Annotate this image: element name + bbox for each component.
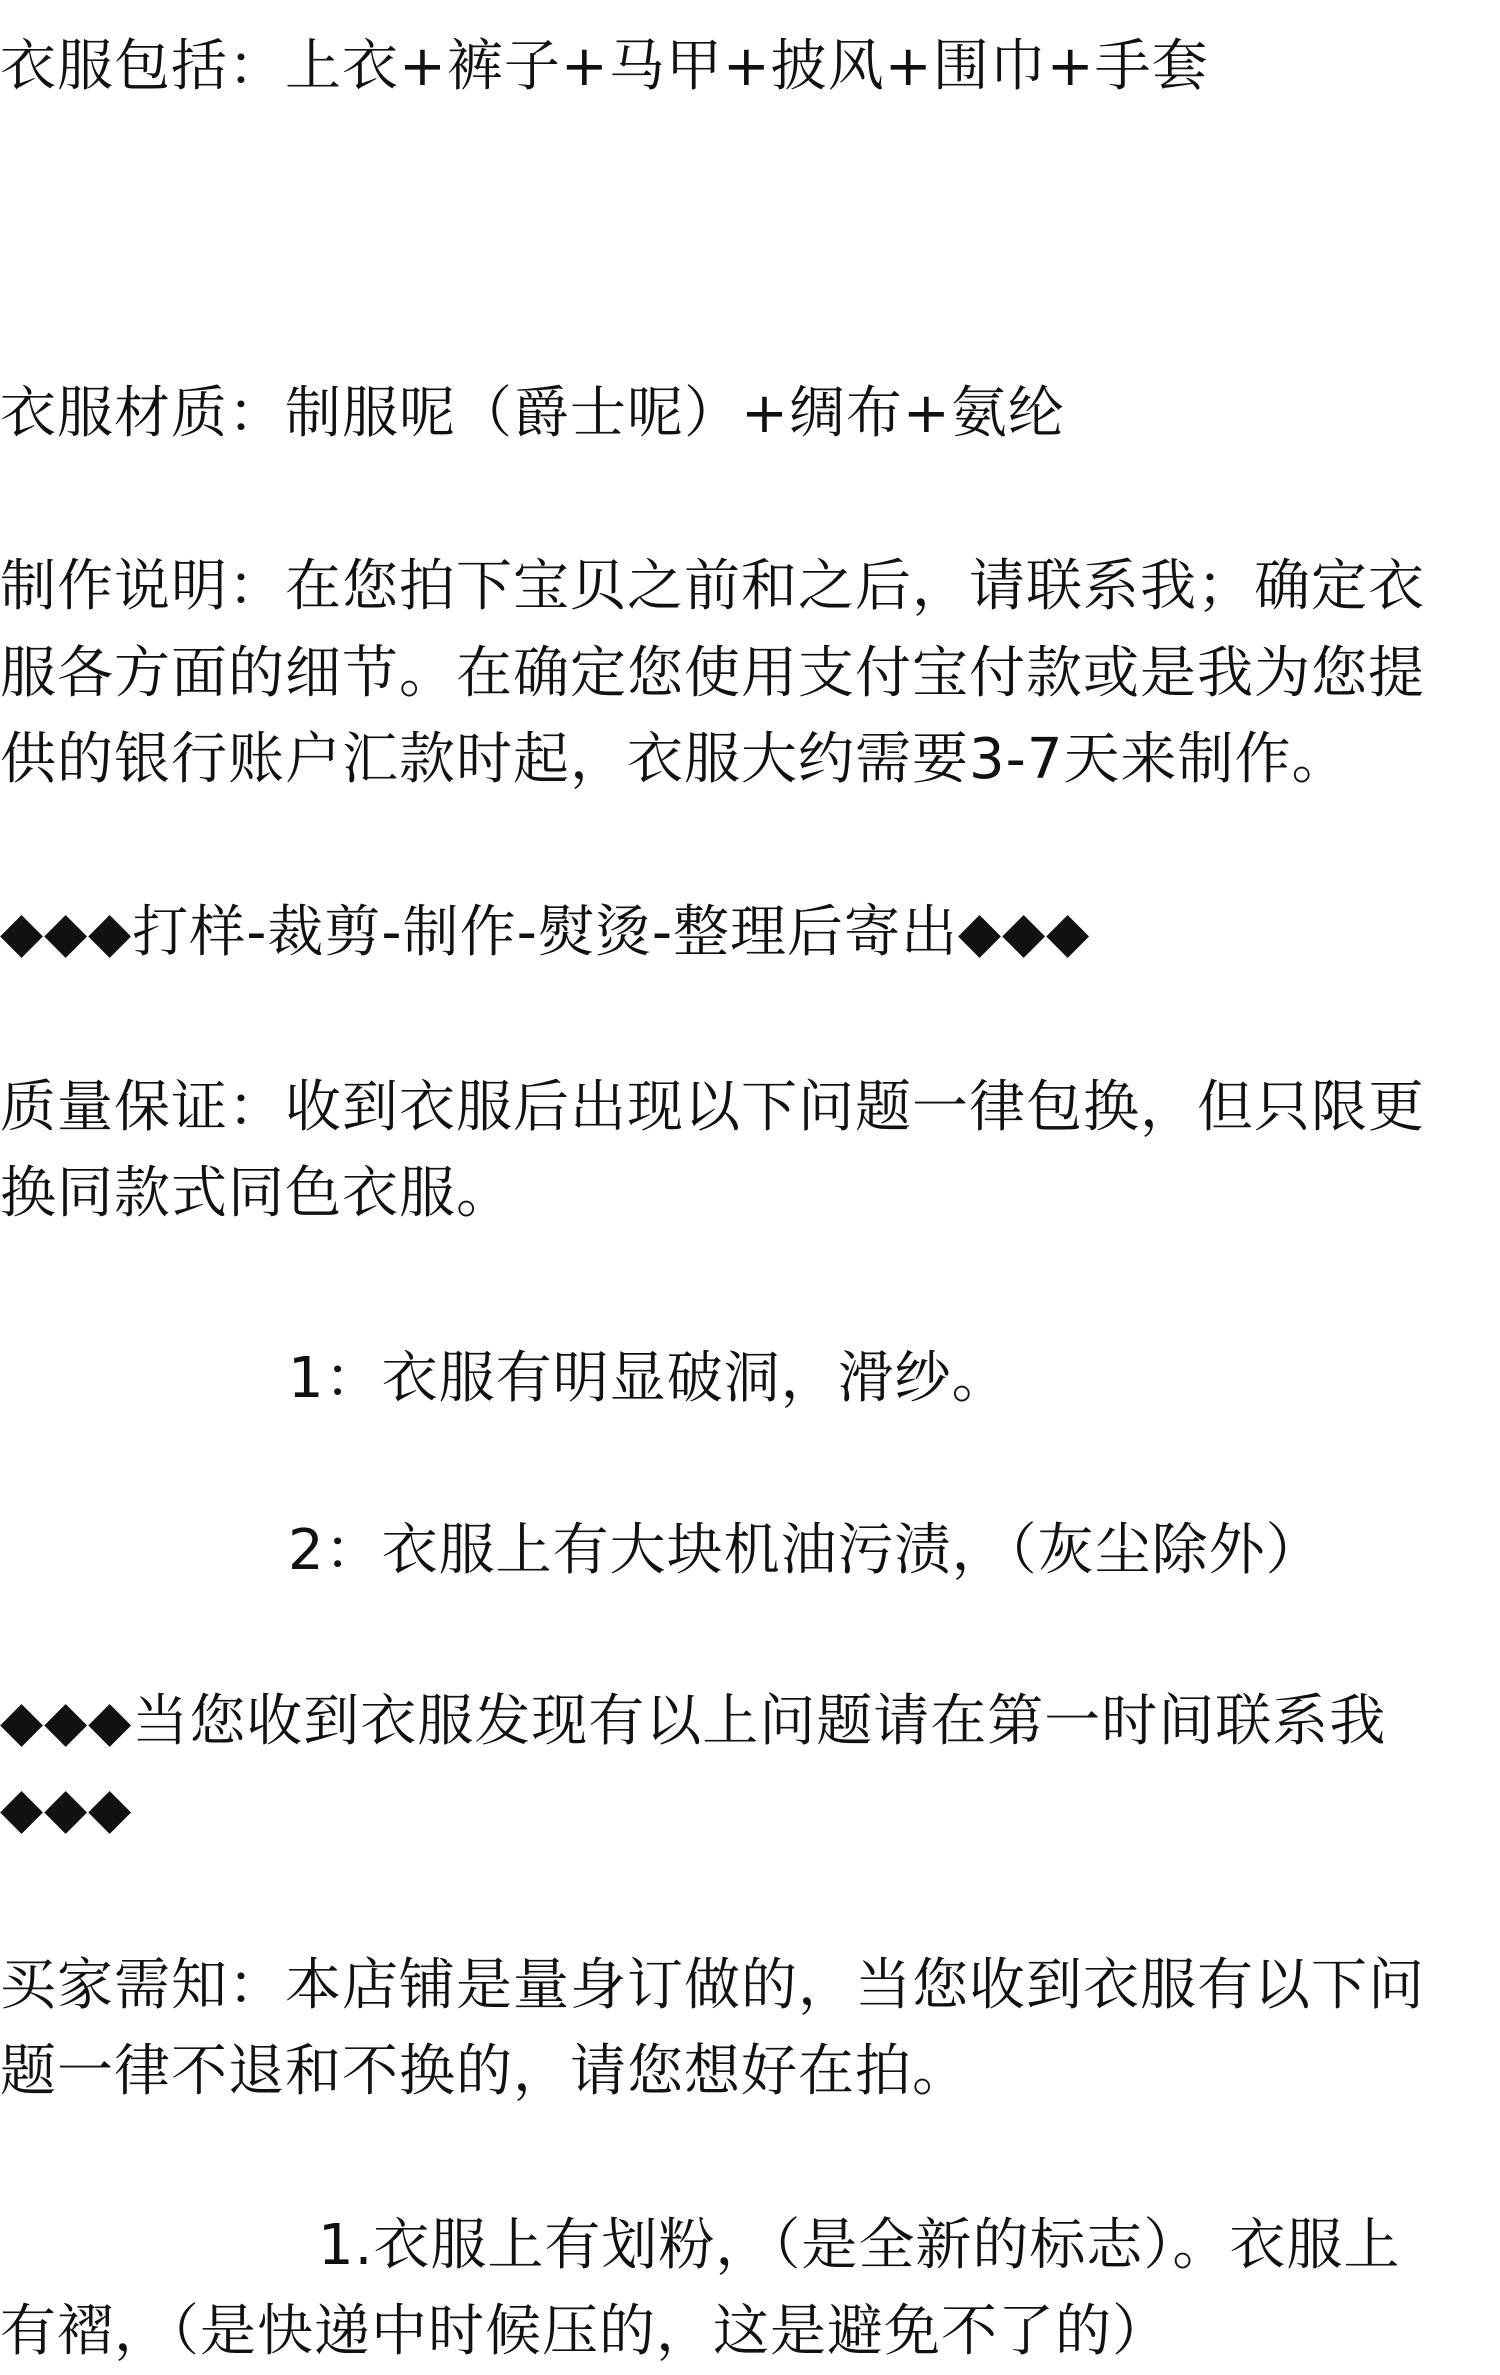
contact-notice-line-1: ◆◆◆当您收到衣服发现有以上问题请在第一时间联系我 xyxy=(0,1689,1387,1754)
buyer-item-1-line-1: 1.衣服上有划粉，（是全新的标志）。衣服上 xyxy=(318,2213,1401,2278)
quality-guarantee-line-2: 换同款式同色衣服。 xyxy=(0,1161,513,1226)
buyer-notice-line-2: 题一律不退和不换的，请您想好在拍。 xyxy=(0,2039,969,2104)
production-note-line-2: 服各方面的细节。在确定您使用支付宝付款或是我为您提 xyxy=(0,641,1425,706)
buyer-item-1-line-2: 有褶，（是快递中时候压的，这是避免不了的） xyxy=(0,2299,1169,2364)
quality-item-1: 1：衣服有明显破洞，滑纱。 xyxy=(288,1346,1009,1411)
clothes-include-text: 衣服包括：上衣+裤子+马甲+披风+围巾+手套 xyxy=(0,34,1209,99)
production-note-line-1: 制作说明：在您拍下宝贝之前和之后，请联系我；确定衣 xyxy=(0,554,1425,619)
process-steps-text: ◆◆◆打样-裁剪-制作-熨烫-整理后寄出◆◆◆ xyxy=(0,900,1091,965)
quality-item-2: 2：衣服上有大块机油污渍，（灰尘除外） xyxy=(288,1518,1323,1583)
buyer-notice-line-1: 买家需知：本店铺是量身订做的，当您收到衣服有以下问 xyxy=(0,1953,1425,2018)
contact-notice-line-2: ◆◆◆ xyxy=(0,1776,133,1841)
quality-guarantee-line-1: 质量保证：收到衣服后出现以下问题一律包换，但只限更 xyxy=(0,1075,1425,1140)
material-text: 衣服材质：制服呢（爵士呢）+绸布+氨纶 xyxy=(0,381,1065,446)
production-note-line-3: 供的银行账户汇款时起，衣服大约需要3-7天来制作。 xyxy=(0,727,1349,792)
